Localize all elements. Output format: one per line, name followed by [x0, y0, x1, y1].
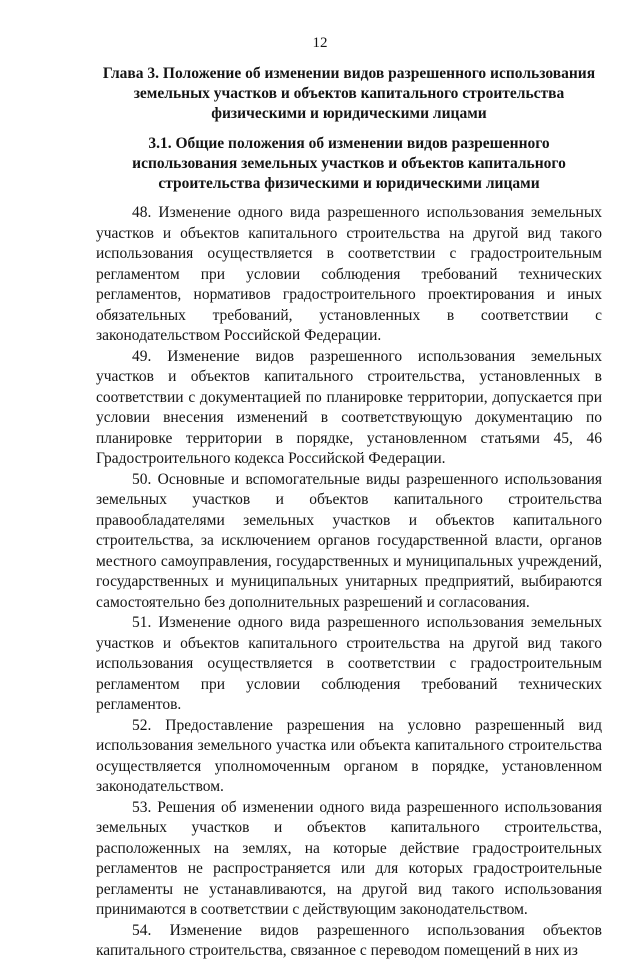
paragraph-51: 51. Изменение одного вида разрешенного использования земельных участков и объектов капитального строительства на другой вид такого использования осуществляется в соответствии с градостроительным регламентом при условии соблюдения требований технических регламентов. [96, 614, 602, 713]
page-number: 12 [312, 35, 328, 51]
paragraph-53: 53. Решения об изменении одного вида разрешенного использования земельных участков и объектов капитального строительства, расположенных на землях, на которые действие градостроительных регламентов не распространяется или для которых градостроительные регламенты не устанавливаются, на другой вид такого использования принимаются в соответствии с действующим законодательством. [96, 798, 602, 918]
body-text [96, 203, 602, 962]
section-title: 3.1. Общие положения об изменении видов разрешенного использования земельных участков и объектов капитального строительства физическими и юридическими лицами [132, 135, 566, 192]
paragraph-48: 48. Изменение одного вида разрешенного использования земельных участков и объектов капитального строительства на другой вид такого использования осуществляется в соответствии с градостроительным регламентом при условии соблюдения требований технических регламентов, нормативов градостроительного проектирования и иных обязательных требований, установленных в соответствии с законодательством Российской Федерации. [96, 204, 602, 344]
chapter-title: Глава 3. Положение об изменении видов разрешенного использования земельных участков и объектов капитального строительства физическими и юридическими лицами [102, 65, 596, 122]
paragraph-49: 49. Изменение видов разрешенного использования земельных участков и объектов капитального строительства, установленных в соответствии с документацией по планировке территории, допускается при условии внесения изменений в соответствующую документацию по планировке территории в порядке, установленном статьями 45, 46 Градостроительного кодекса Российской Федерации. [96, 347, 602, 467]
paragraph-50: 50. Основные и вспомогательные виды разрешенного использования земельных участков и объектов капитального строительства правообладателями земельных участков и объектов капитального строительства, за исключением органов государственной власти, органов местного самоуправления, государственных и муниципальных учреждений, государственных и муниципальных унитарных предприятий, выбираются самостоятельно без дополнительных разрешений и согласования. [96, 470, 602, 611]
paragraph-52: 52. Предоставление разрешения на условно разрешенный вид использования земельного участка или объекта капитального строительства осуществляется уполномоченным органом в порядке, установленном законодательством. [96, 716, 602, 795]
paragraph-54: 54. Изменение видов разрешенного использования объектов капитального строительства, связанное с переводом помещений в них из [96, 921, 602, 959]
